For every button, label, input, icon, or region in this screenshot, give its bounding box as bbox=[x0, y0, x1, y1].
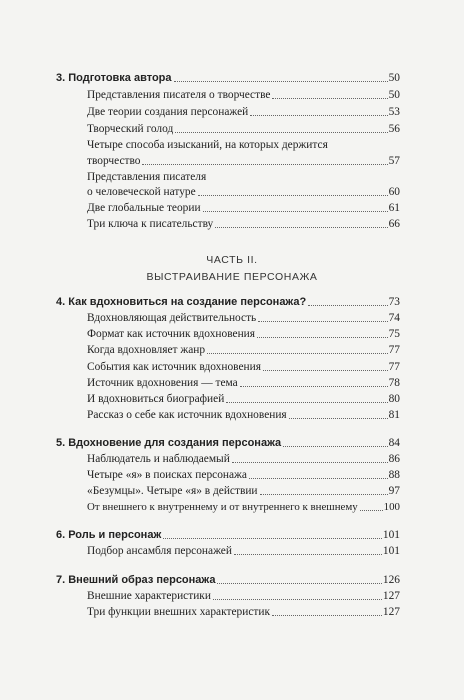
chapter-title: 3. Подготовка автора bbox=[56, 72, 172, 84]
toc-entry: Внешние характеристики 127 bbox=[87, 590, 400, 602]
toc-entry: «Безумцы». Четыре «я» в действии 97 bbox=[87, 485, 400, 497]
chapter-title: 6. Роль и персонаж bbox=[56, 529, 162, 541]
toc-entry: Источник вдохновения — тема 78 bbox=[87, 377, 400, 389]
toc-entry: творчество 57 bbox=[87, 155, 400, 167]
page-number: 101 bbox=[382, 529, 400, 541]
toc-entry: События как источник вдохновения 77 bbox=[87, 361, 400, 373]
toc-chapter-7 bbox=[56, 574, 400, 587]
part-label: ЧАСТЬ II. bbox=[206, 254, 258, 266]
toc-chapter-4 bbox=[56, 296, 400, 309]
toc-entry: Две теории создания персонажей 53 bbox=[87, 106, 400, 118]
toc-entry: Вдохновляющая действительность 74 bbox=[87, 312, 400, 324]
chapter-title: 5. Вдохновение для создания персонажа bbox=[56, 437, 282, 449]
toc-entry: Две глобальные теории 61 bbox=[87, 202, 400, 214]
toc-entry: Формат как источник вдохновения 75 bbox=[87, 328, 400, 340]
page-number: 50 bbox=[388, 72, 400, 84]
chapter-title: 7. Внешний образ персонажа bbox=[56, 574, 216, 586]
toc-entry: И вдохновиться биографией 80 bbox=[87, 393, 400, 405]
toc-entry: Три ключа к писательству 66 bbox=[87, 218, 400, 230]
toc-entry: Представления писателя о творчестве 50 bbox=[87, 89, 400, 101]
toc-chapter-3 bbox=[56, 72, 400, 85]
dot-leader bbox=[308, 305, 387, 306]
toc-entry: Подбор ансамбля персонажей 101 bbox=[87, 545, 400, 557]
page-number: 73 bbox=[388, 296, 400, 308]
toc-entry: Наблюдатель и наблюдаемый 86 bbox=[87, 453, 400, 465]
toc-chapter-5 bbox=[56, 437, 400, 450]
page-number: 84 bbox=[388, 437, 400, 449]
dot-leader bbox=[217, 583, 381, 584]
page-number: 126 bbox=[382, 574, 400, 586]
toc-entry: Творческий голод 56 bbox=[87, 123, 400, 135]
dot-leader bbox=[283, 446, 387, 447]
toc-entry: От внешнего к внутреннему и от внутреннего к внешнему 100 bbox=[87, 501, 400, 513]
toc-chapter-6 bbox=[56, 529, 400, 542]
chapter-title: 4. Как вдохновиться на создание персонажа? bbox=[56, 296, 307, 308]
toc-entry: о человеческой натуре 60 bbox=[87, 186, 400, 198]
dot-leader bbox=[163, 538, 382, 539]
dot-leader bbox=[174, 81, 388, 82]
toc-entry: Четыре «я» в поисках персонажа 88 bbox=[87, 469, 400, 481]
toc-entry: Три функции внешних характеристик 127 bbox=[87, 606, 400, 618]
toc-entry-line1: Четыре способа изысканий, на которых держится bbox=[87, 139, 328, 151]
toc-entry-line1: Представления писателя bbox=[87, 171, 207, 183]
toc-entry: Рассказ о себе как источник вдохновения 81 bbox=[87, 409, 400, 421]
part-title: ВЫСТРАИВАНИЕ ПЕРСОНАЖА bbox=[146, 271, 318, 283]
toc-entry: Когда вдохновляет жанр 77 bbox=[87, 344, 400, 356]
